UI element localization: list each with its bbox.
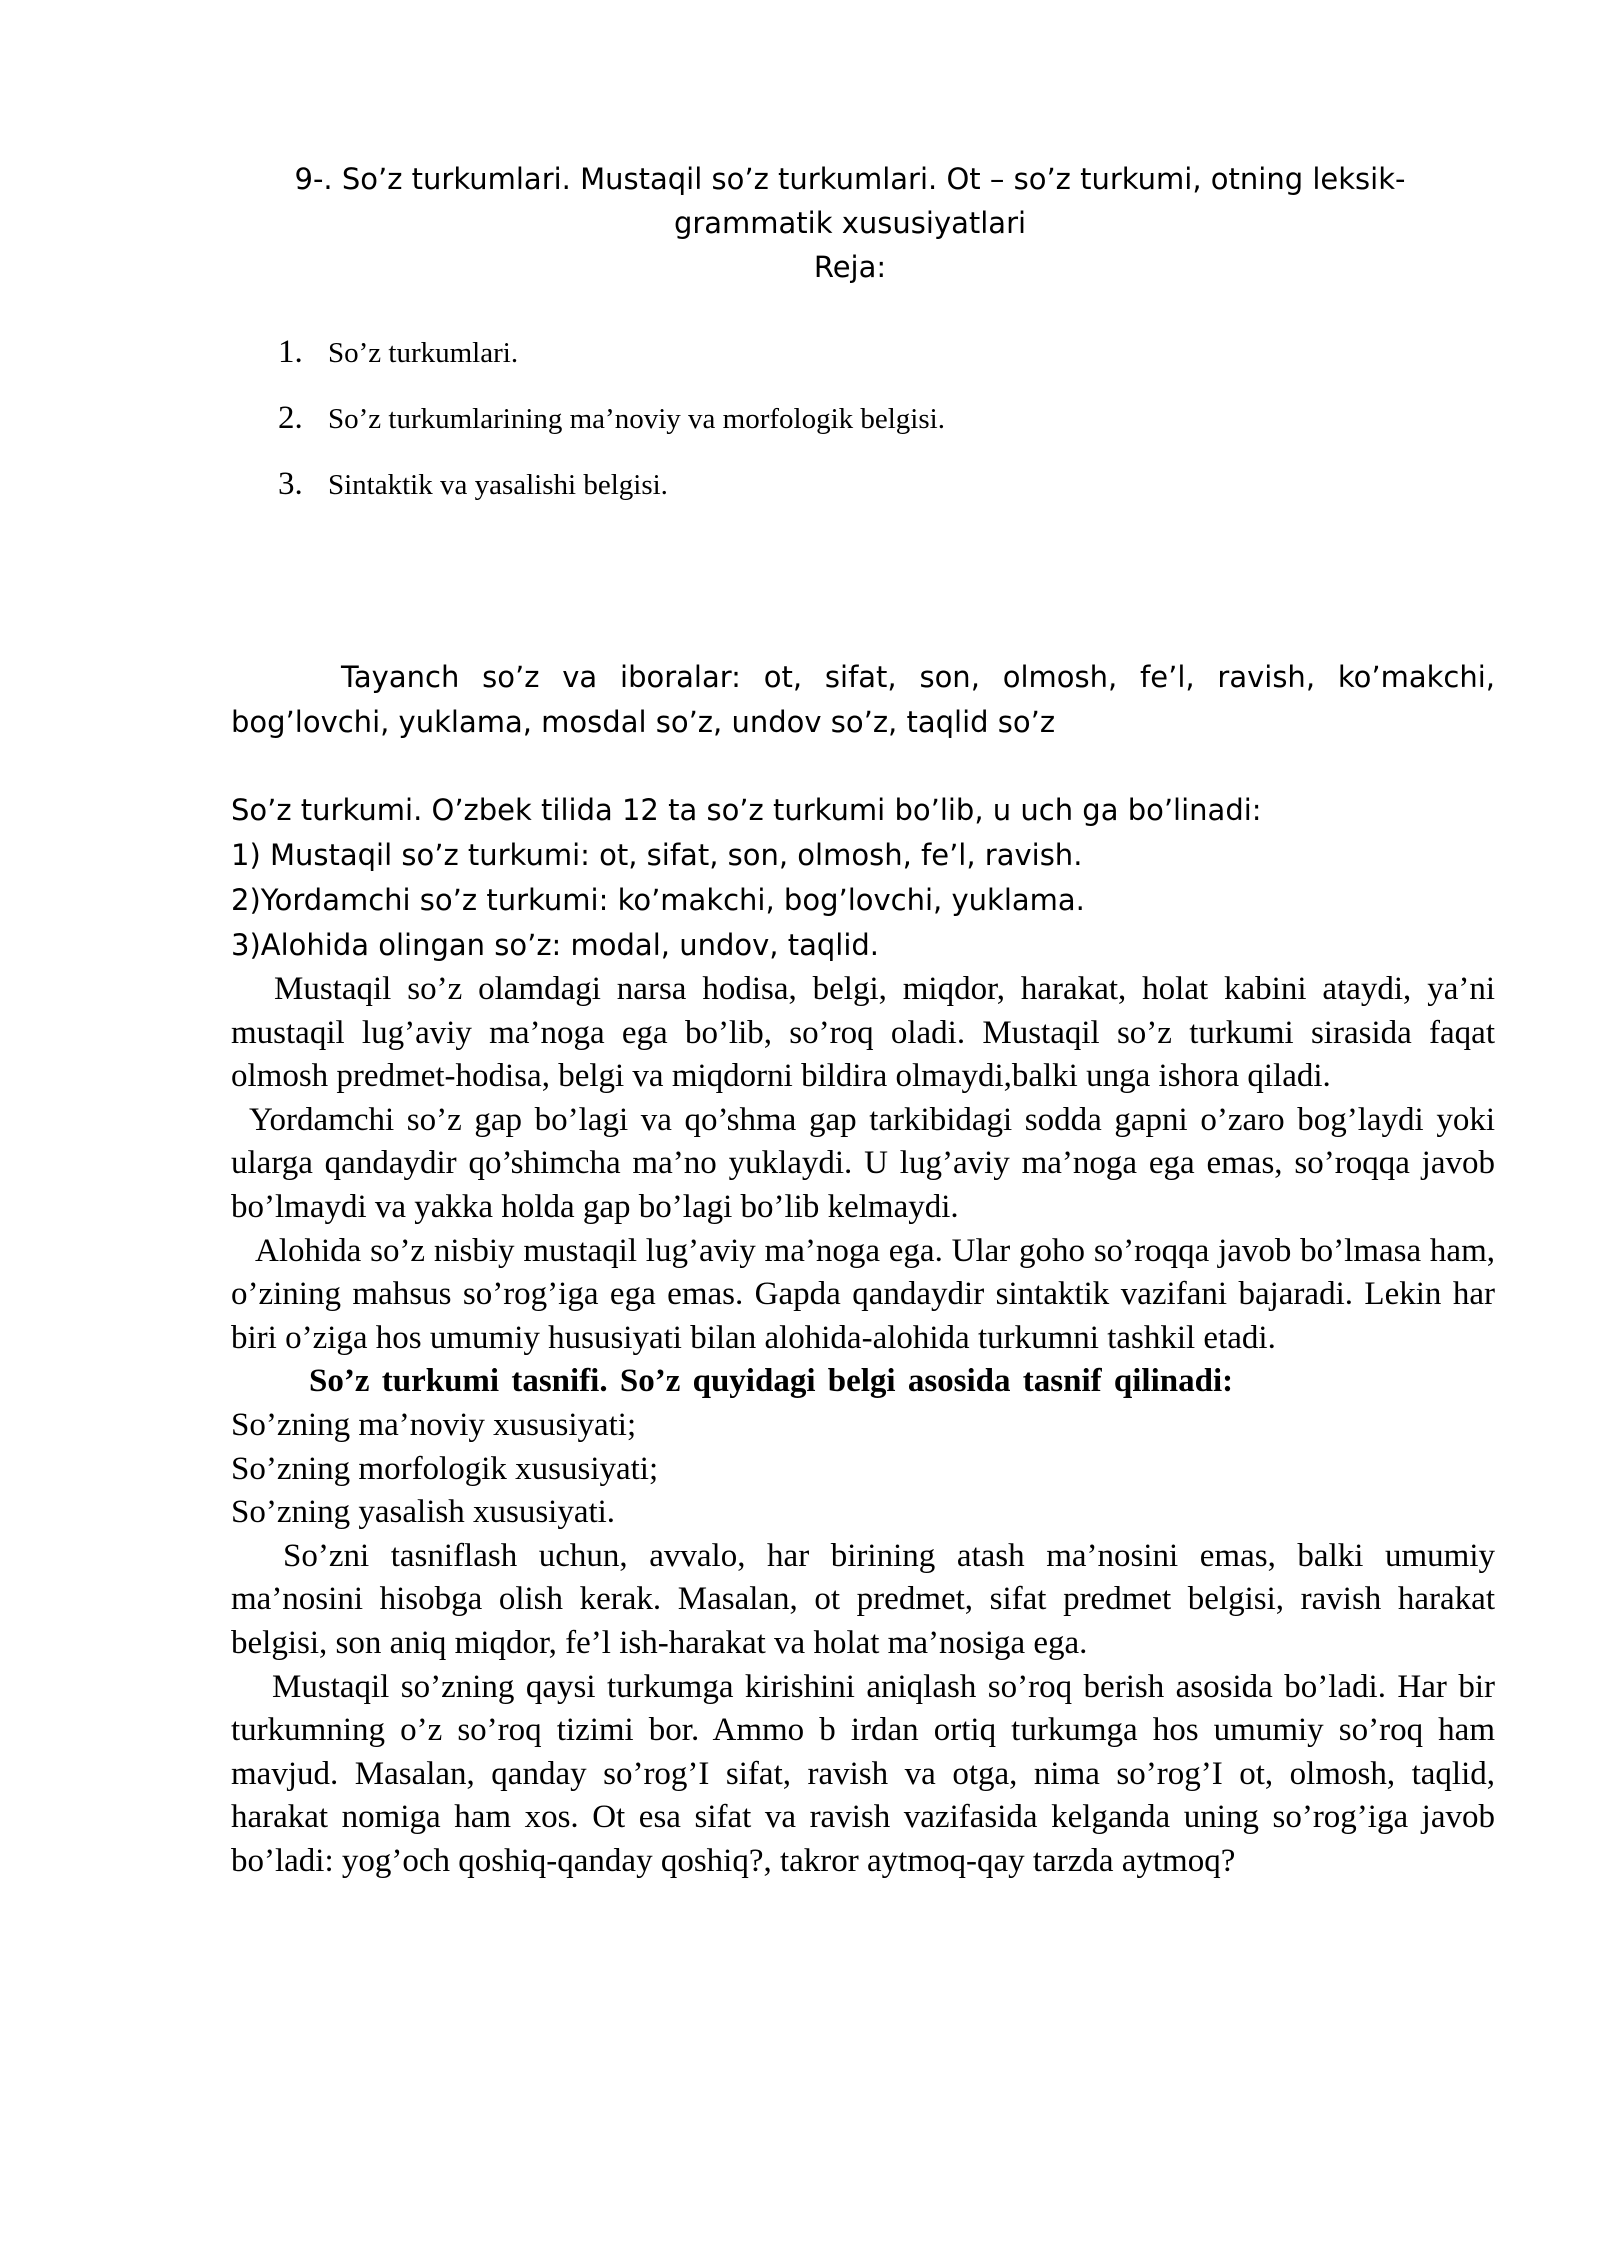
keywords-paragraph: Tayanch so’z va iboralar: ot, sifat, son, olmosh, fe’l, ravish, ko’makchi, bog’lovchi, yuklama, mosdal so’z, undov so’z, taqlid so’z <box>231 660 1495 739</box>
plan-item-text: Sintaktik va yasalishi belgisi. <box>328 469 668 501</box>
document-title <box>230 157 1470 289</box>
plan-item-number: 2. <box>278 400 303 436</box>
paragraph-alohida: Alohida so’z nisbiy mustaqil lug’aviy ma’noga ega. Ular goho so’roqqa javob bo’lmasa ham, o’zining mahsus so’rog’iga ega emas. Gapda qandaydir sintaktik vazifani bajaradi. Lekin har biri o’ziga hos umumiy hususiyati bilan alohida-alohida turkumni tashkil etadi. <box>231 1232 1495 1356</box>
feature-line-3: So’zning yasalish xususiyati. <box>231 1494 616 1531</box>
paragraph-tasniflash: So’zni tasniflash uchun, avvalo, har birining atash ma’nosini emas, balki umumiy ma’nosini hisobga olish kerak. Masalan, ot predmet, sifat predmet belgisi, ravish harakat belgisi, son aniq miqdor, fe’l ish-harakat va holat ma’nosiga ega. <box>231 1537 1495 1661</box>
paragraph-yordamchi: Yordamchi so’z gap bo’lagi va qo’shma gap tarkibidagi sodda gapni o’zaro bog’laydi yoki ularga qandaydir qo’shimcha ma’no yuklaydi. U lug’aviy ma’noga ega emas, so’roqqa javob bo’lmaydi va yakka holda gap bo’lagi bo’lib kelmaydi. <box>231 1101 1495 1225</box>
plan-item-text: So’z turkumlari. <box>328 337 519 369</box>
paragraph-mustaqil: Mustaqil so’z olamdagi narsa hodisa, belgi, miqdor, harakat, holat kabini ataydi, ya’ni mustaqil lug’aviy ma’noga ega bo’lib, so’roq oladi. Mustaqil so’z turkumi sirasida faqat olmosh predmet-hodisa, belgi va miqdorni bildira olmaydi,balki unga ishora qiladi. <box>231 971 1495 1095</box>
classification-line-intro: So’z turkumi. O’zbek tilida 12 ta so’z turkumi bo’lib, u uch ga bo’linadi: <box>231 793 1262 827</box>
plan-item-text: So’z turkumlarining ma’noviy va morfologik belgisi. <box>328 403 945 435</box>
classification-line-3: 3)Alohida olingan so’z: modal, undov, taqlid. <box>231 928 879 962</box>
plan-item-number: 3. <box>278 466 303 502</box>
title-reja: Reja: <box>813 250 887 284</box>
plan-item-number: 1. <box>278 334 303 370</box>
classification-line-2: 2)Yordamchi so’z turkumi: ko’makchi, bog’lovchi, yuklama. <box>231 883 1085 917</box>
classification-block <box>231 788 1262 968</box>
plan-list <box>278 330 945 528</box>
title-line-2: grammatik xususiyatlari <box>673 206 1027 240</box>
feature-line-1: So’zning ma’noviy xususiyati; <box>231 1406 637 1443</box>
body-text <box>231 968 1495 1883</box>
paragraph-soroq: Mustaqil so’zning qaysi turkumga kirishini aniqlash so’roq berish asosida bo’ladi. Har bir turkumning o’z so’roq tizimi bor. Ammo b irdan ortiq turkumga hos umumiy so’roq ham mavjud. Masalan, qanday so’rog’I sifat, ravish va otga, nima so’rog’I ot, olmosh, taqlid, harakat nomiga ham xos. Ot esa sifat va ravish vazifasida kelganda uning so’rog’iga javob bo’ladi: yog’och qoshiq-qanday qoshiq?, takror aytmoq-qay tarzda aytmoq? <box>231 1668 1495 1879</box>
title-line-1: 9-. So’z turkumlari. Mustaqil so’z turkumlari. Ot – so’z turkumi, otning leksik- <box>294 162 1406 196</box>
plan-item-2 <box>278 396 945 462</box>
feature-line-2: So’zning morfologik xususiyati; <box>231 1450 659 1487</box>
plan-item-3 <box>278 462 945 528</box>
classification-line-1: 1) Mustaqil so’z turkumi: ot, sifat, son, olmosh, fe’l, ravish. <box>231 838 1083 872</box>
section-heading: So’z turkumi tasnifi. So’z quyidagi belgi asosida tasnif qilinadi: <box>309 1363 1234 1400</box>
plan-item-1 <box>278 330 945 396</box>
